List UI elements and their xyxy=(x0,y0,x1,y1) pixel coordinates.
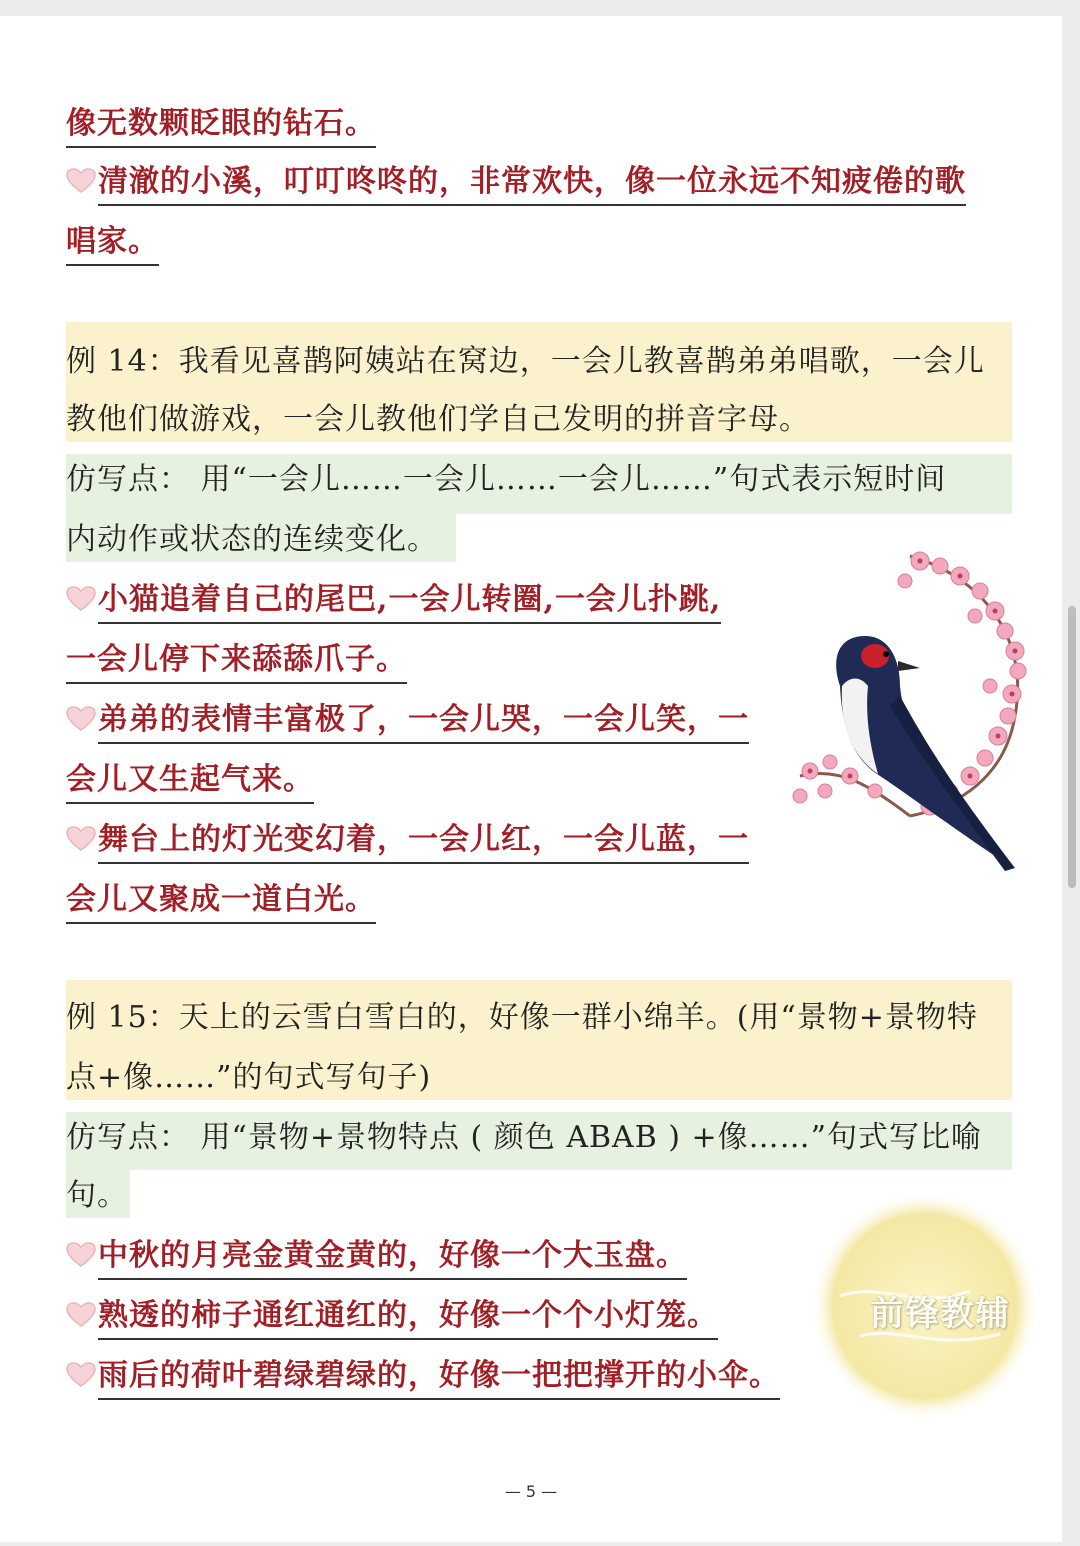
sentence-line xyxy=(66,640,407,684)
page-number: — 5 — xyxy=(504,1482,558,1501)
point-text: 内动作或状态的连续变化。 xyxy=(66,522,438,557)
sentence-item xyxy=(66,1356,780,1400)
example-title: 例 14：我看见喜鹊阿姨站在窝边，一会儿教喜鹊弟弟唱歌，一会儿 xyxy=(66,344,985,379)
heart-icon xyxy=(66,1362,96,1388)
sentence-item xyxy=(66,580,721,624)
sentence-text: 唱家。 xyxy=(66,222,159,266)
point-text: 仿写点： 用“一会儿……一会儿……一会儿……”句式表示短时间 xyxy=(66,462,947,497)
heart-icon xyxy=(66,586,96,612)
sentence-line xyxy=(66,222,159,266)
sentence-text: 会儿又聚成一道白光。 xyxy=(66,880,376,924)
sentence-text: 雨后的荷叶碧绿碧绿的，好像一把把撑开的小伞。 xyxy=(98,1356,780,1400)
heart-icon xyxy=(66,706,96,732)
point-text: 仿写点： 用“景物+景物特点 ( 颜色 ABAB ) +像……”句式写比喻 xyxy=(66,1120,982,1155)
sentence-line xyxy=(66,880,376,924)
sentence-text: 小猫追着自己的尾巴,一会儿转圈,一会儿扑跳, xyxy=(98,580,721,624)
sentence-item xyxy=(66,1296,718,1340)
heart-icon xyxy=(66,826,96,852)
sentence-text: 熟透的柿子通红通红的，好像一个个小灯笼。 xyxy=(98,1296,718,1340)
watermark: 前锋教辅 xyxy=(870,1294,1010,1334)
heart-icon xyxy=(66,1242,96,1268)
sentence-text: 弟弟的表情丰富极了，一会儿哭，一会儿笑，一 xyxy=(98,700,749,744)
scrollbar[interactable] xyxy=(1068,606,1076,888)
swallow-blossom-illustration xyxy=(780,536,1050,896)
example-text: 点+像……”的句式写句子) xyxy=(66,1060,432,1095)
sentence-item xyxy=(66,700,749,744)
sentence-item xyxy=(66,162,966,206)
sentence-text: 会儿又生起气来。 xyxy=(66,760,314,804)
sentence-text: 清澈的小溪，叮叮咚咚的，非常欢快，像一位永远不知疲倦的歌 xyxy=(98,162,966,206)
sentence-item xyxy=(66,1236,687,1280)
sentence-text: 像无数颗眨眼的钻石。 xyxy=(66,104,376,148)
sentence-line xyxy=(66,760,314,804)
example-title: 例 15：天上的云雪白雪白的，好像一群小绵羊。(用“景物+景物特 xyxy=(66,1000,978,1035)
example-text: 教他们做游戏，一会儿教他们学自己发明的拼音字母。 xyxy=(66,402,810,437)
point-text: 句。 xyxy=(66,1178,128,1213)
sentence-text: 一会儿停下来舔舔爪子。 xyxy=(66,640,407,684)
document-page xyxy=(0,16,1062,1542)
heart-icon xyxy=(66,168,96,194)
sentence-text: 中秋的月亮金黄金黄的，好像一个大玉盘。 xyxy=(98,1236,687,1280)
sentence-line xyxy=(66,104,376,148)
sentence-item xyxy=(66,820,749,864)
heart-icon xyxy=(66,1302,96,1328)
sentence-text: 舞台上的灯光变幻着，一会儿红，一会儿蓝，一 xyxy=(98,820,749,864)
